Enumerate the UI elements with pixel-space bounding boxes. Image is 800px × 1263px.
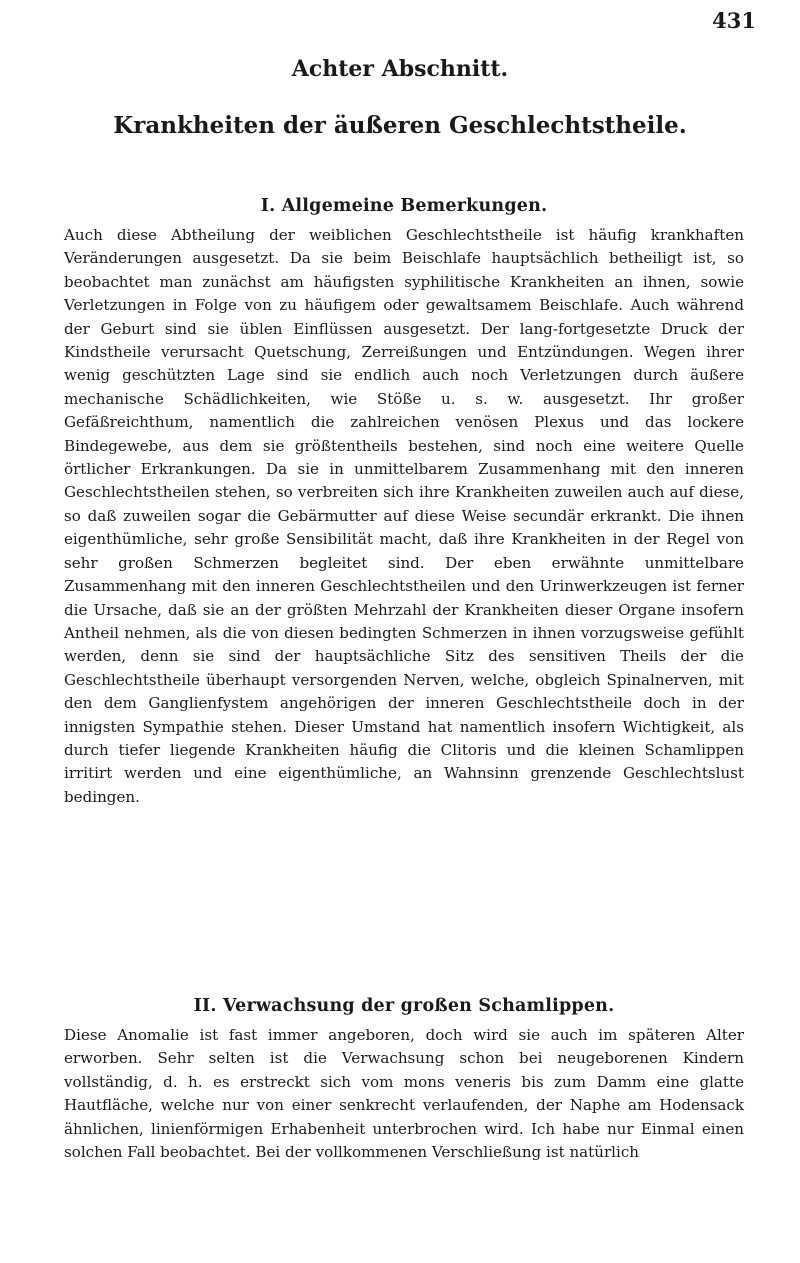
- subsection-heading: I. Allgemeine Bemerkungen.: [260, 196, 548, 216]
- subsection-general-remarks: [64, 196, 744, 809]
- body-paragraph: Diese Anomalie ist fast immer angeboren, doch wird sie auch im späteren Alter erworben. Sehr selten ist die Verwachsung schon bei neugeborenen Kindern vollständig, d. h. es erstreckt sich vom mons veneris bis zum Damm eine glatte Hautfläche, welche nur von einer senkrecht verlaufenden, der Naphe am Hodensack ähnlichen, linienförmigen Erhabenheit unterbrochen wird. Ich habe nur Einmal einen solchen Fall beobachtet. Bei der vollkommenen Verschließung ist natürlich: [64, 1026, 744, 1162]
- subsection-labia-adhesion: [64, 996, 744, 1164]
- body-paragraph: Auch diese Abtheilung der weiblichen Geschlechtstheile ist häufig krankhaften Veränderungen ausgesetzt. Da sie beim Beischlafe hauptsächlich betheiligt ist, so beobachtet man zunächst am häufigsten syphilitische Krankheiten an ihnen, sowie Verletzungen in Folge von zu häufigem oder gewaltsamem Beischlafe. Auch während der Geburt sind sie üblen Einflüssen ausgesetzt. Der lang-fortgesetzte Druck der Kindstheile verursacht Quetschung, Zerreißungen und Entzündungen. Wegen ihrer wenig geschützten Lage sind sie endlich auch noch Verletzungen durch äußere mechanische Schädlichkeiten, wie Stöße u. s. w. ausgesetzt. Ihr großer Gefäßreichthum, namentlich die zahlreichen venösen Plexus und das lockere Bindegewebe, aus dem sie größtentheils bestehen, sind noch eine weitere Quelle örtlicher Erkrankungen. Da sie in unmittelbarem Zusammenhang mit den inneren Geschlechtstheilen stehen, so verbreiten sich ihre Krankheiten zuweilen auch auf diese, so daß zuweilen sogar die Gebärmutter auf diese Weise secundär erkrankt. Die ihnen eigenthümliche, sehr große Sensibilität macht, daß ihre Krankheiten in der Regel von sehr großen Schmerzen begleitet sind. Der eben erwähnte unmittelbare Zusammenhang mit den inneren Geschlechtstheilen und den Urinwerkzeugen ist ferner die Ursache, daß sie an der größten Mehrzahl der Krankheiten dieser Organe insofern Antheil nehmen, als die von diesen bedingten Schmerzen in ihnen vorzugsweise gefühlt werden, denn sie sind der hauptsächliche Sitz des sensitiven Theils der die Geschlechtstheile überhaupt versorgenden Nerven, welche, obgleich Spinalnerven, mit den dem Ganglienfystem angehörigen der inneren Geschlechtstheile doch in der innigsten Sympathie stehen. Dieser Umstand hat namentlich insofern Wichtigkeit, als durch tiefer liegende Krankheiten häufig die Clitoris und die kleinen Schamlippen irritirt werden und eine eigenthümliche, an Wahnsinn grenzende Geschlechtslust bedingen.: [64, 226, 744, 806]
- chapter-title: Krankheiten der äußeren Geschlechtstheile.: [113, 112, 687, 139]
- section-heading: Achter Abschnitt.: [291, 56, 509, 82]
- page-number: 431: [712, 8, 756, 33]
- subsection-heading: II. Verwachsung der großen Schamlippen.: [193, 996, 615, 1016]
